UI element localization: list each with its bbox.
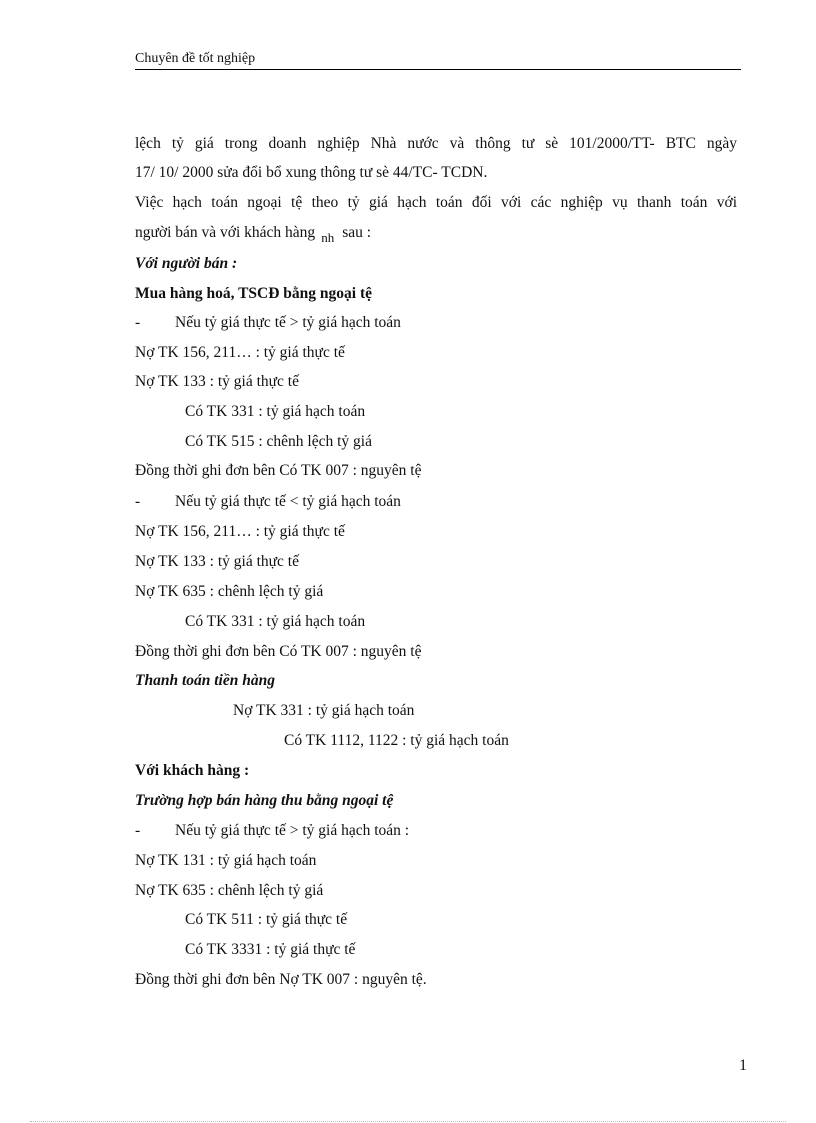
section-heading: Trường hợp bán hàng thu bằng ngoại tệ [135,792,394,809]
list-item: - Nếu tỷ giá thực tế < tỷ giá hạch toán [135,493,401,510]
entry-line: Nợ TK 131 : tỷ giá hạch toán [135,852,317,869]
page-bottom-divider [30,1121,786,1122]
list-item: - Nếu tỷ giá thực tế > tỷ giá hạch toán : [135,822,410,839]
entry-line: Nợ TK 635 : chênh lệch tỷ giá [135,583,324,600]
paragraph-text: sau : [342,224,372,241]
page-number: 1 [739,1057,747,1074]
paragraph-line: 17/ 10/ 2000 sửa đổi bổ xung thông tư sè 44/TC- TCDN. [135,164,488,181]
entry-line: Nợ TK 156, 211… : tỷ giá thực tế [135,523,345,540]
entry-line: Có TK 1112, 1122 : tỷ giá hạch toán [284,732,509,749]
entry-line: Đồng thời ghi đơn bên Nợ TK 007 : nguyên tệ. [135,971,427,988]
section-heading: Với người bán : [135,255,238,272]
subscript-text: nh [321,230,335,245]
paragraph-text: người bán và với khách hàng [135,224,316,241]
list-item: - Nếu tỷ giá thực tế > tỷ giá hạch toán [135,314,401,331]
entry-line: Nợ TK 635 : chênh lệch tỷ giá [135,882,324,899]
paragraph-line [135,223,371,243]
entry-line: Nợ TK 133 : tỷ giá thực tế [135,373,299,390]
page-header: Chuyên đề tốt nghiệp [135,50,741,70]
entry-line: Nợ TK 156, 211… : tỷ giá thực tế [135,344,345,361]
section-heading: Thanh toán tiền hàng [135,672,275,689]
entry-line: Nợ TK 133 : tỷ giá thực tế [135,553,299,570]
paragraph-line: lệch tỷ giá trong doanh nghiệp Nhà nước và thông tư sè 101/2000/TT- BTC ngày [135,135,737,152]
entry-line: Đồng thời ghi đơn bên Có TK 007 : nguyên tệ [135,462,422,479]
entry-line: Có TK 515 : chênh lệch tỷ giá [185,433,372,450]
entry-line: Đồng thời ghi đơn bên Có TK 007 : nguyên tệ [135,643,422,660]
section-heading: Mua hàng hoá, TSCĐ bằng ngoại tệ [135,285,373,302]
section-heading: Với khách hàng : [135,762,250,779]
entry-line: Có TK 331 : tỷ giá hạch toán [185,613,366,630]
paragraph-line: Việc hạch toán ngoại tệ theo tỷ giá hạch toán đối với các nghiệp vụ thanh toán với [135,194,737,211]
entry-line: Có TK 511 : tỷ giá thực tế [185,911,348,928]
entry-line: Có TK 331 : tỷ giá hạch toán [185,403,366,420]
entry-line: Có TK 3331 : tỷ giá thực tế [185,941,356,958]
entry-line: Nợ TK 331 : tỷ giá hạch toán [233,702,415,719]
